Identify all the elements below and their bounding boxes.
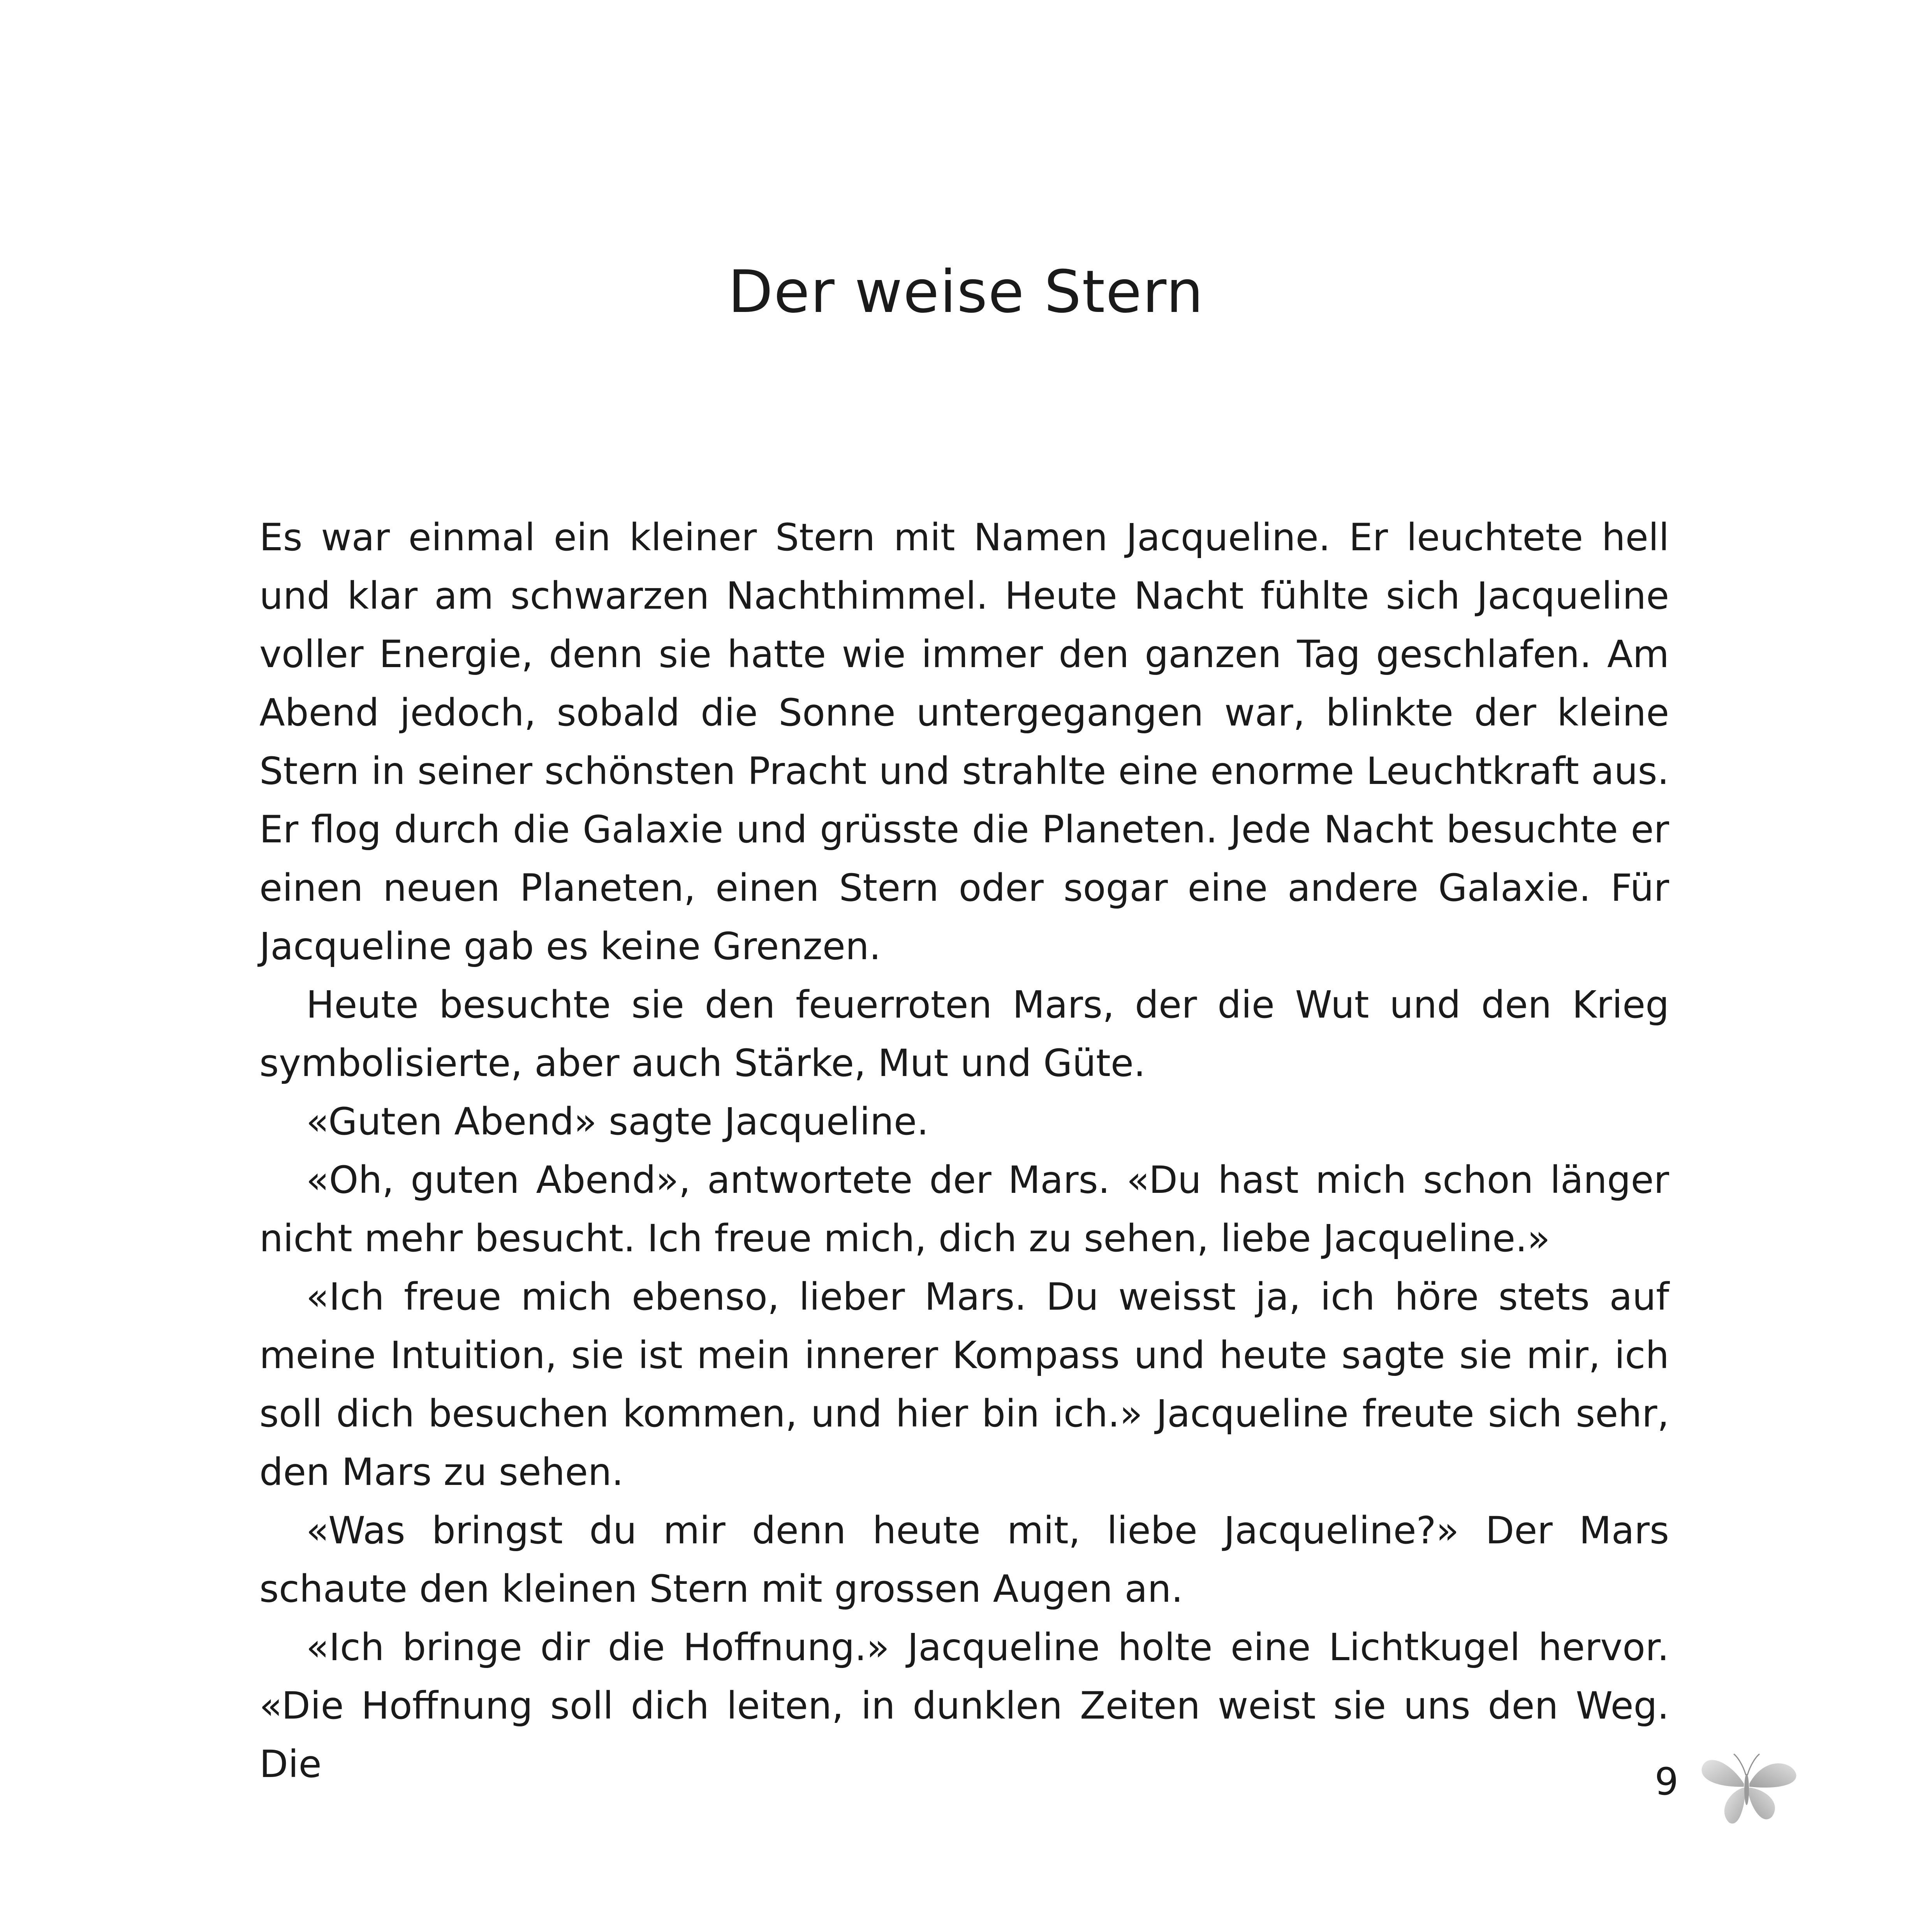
paragraph: «Was bringst du mir denn heute mit, liebe Jacqueline?» Der Mars schaute den kleinen Stern mit grossen Augen an. xyxy=(259,1509,1669,1611)
paragraph: «Oh, guten Abend», antwortete der Mars. «Du hast mich schon länger nicht mehr besucht. Ich freue mich, dich zu sehen, liebe Jacqueline.» xyxy=(259,1158,1669,1260)
paragraph: Heute besuchte sie den feuerroten Mars, der die Wut und den Krieg symbolisierte, aber auch Stärke, Mut und Güte. xyxy=(259,983,1669,1085)
butterfly-icon xyxy=(1698,1745,1799,1830)
paragraph: «Ich bringe dir die Hoffnung.» Jacqueline holte eine Lichtkugel hervor. «Die Hoffnung soll dich leiten, in dunklen Zeiten weist sie uns den Weg. Die xyxy=(259,1626,1669,1786)
paragraph: Es war einmal ein kleiner Stern mit Namen Jacqueline. Er leuchtete hell und klar am schwarzen Nachthimmel. Heute Nacht fühlte sich Jacqueline voller Energie, denn sie hatte wie immer den ganzen Tag geschlafen. Am Abend jedoch, sobald die Sonne untergegangen war, blinkte der kleine Stern in seiner schönsten Pracht und strahlte eine enorme Leuchtkraft aus. Er flog durch die Galaxie und grüsste die Planeten. Jede Nacht besuchte er einen neuen Planeten, einen Stern oder sogar eine andere Galaxie. Für Jacqueline gab es keine Grenzen. xyxy=(259,516,1669,968)
paragraph: «Guten Abend» sagte Jacqueline. xyxy=(306,1100,929,1143)
paragraph: «Ich freue mich ebenso, lieber Mars. Du weisst ja, ich höre stets auf meine Intuition, sie ist mein innerer Kompass und heute sagte sie mir, ich soll dich besuchen kommen, und hier bin ich.» Jacqueline freute sich sehr, den Mars zu sehen. xyxy=(259,1275,1669,1494)
page-number: 9 xyxy=(1654,1760,1678,1803)
story-text xyxy=(259,508,1669,1793)
chapter-title: Der weise Stern xyxy=(728,258,1204,326)
